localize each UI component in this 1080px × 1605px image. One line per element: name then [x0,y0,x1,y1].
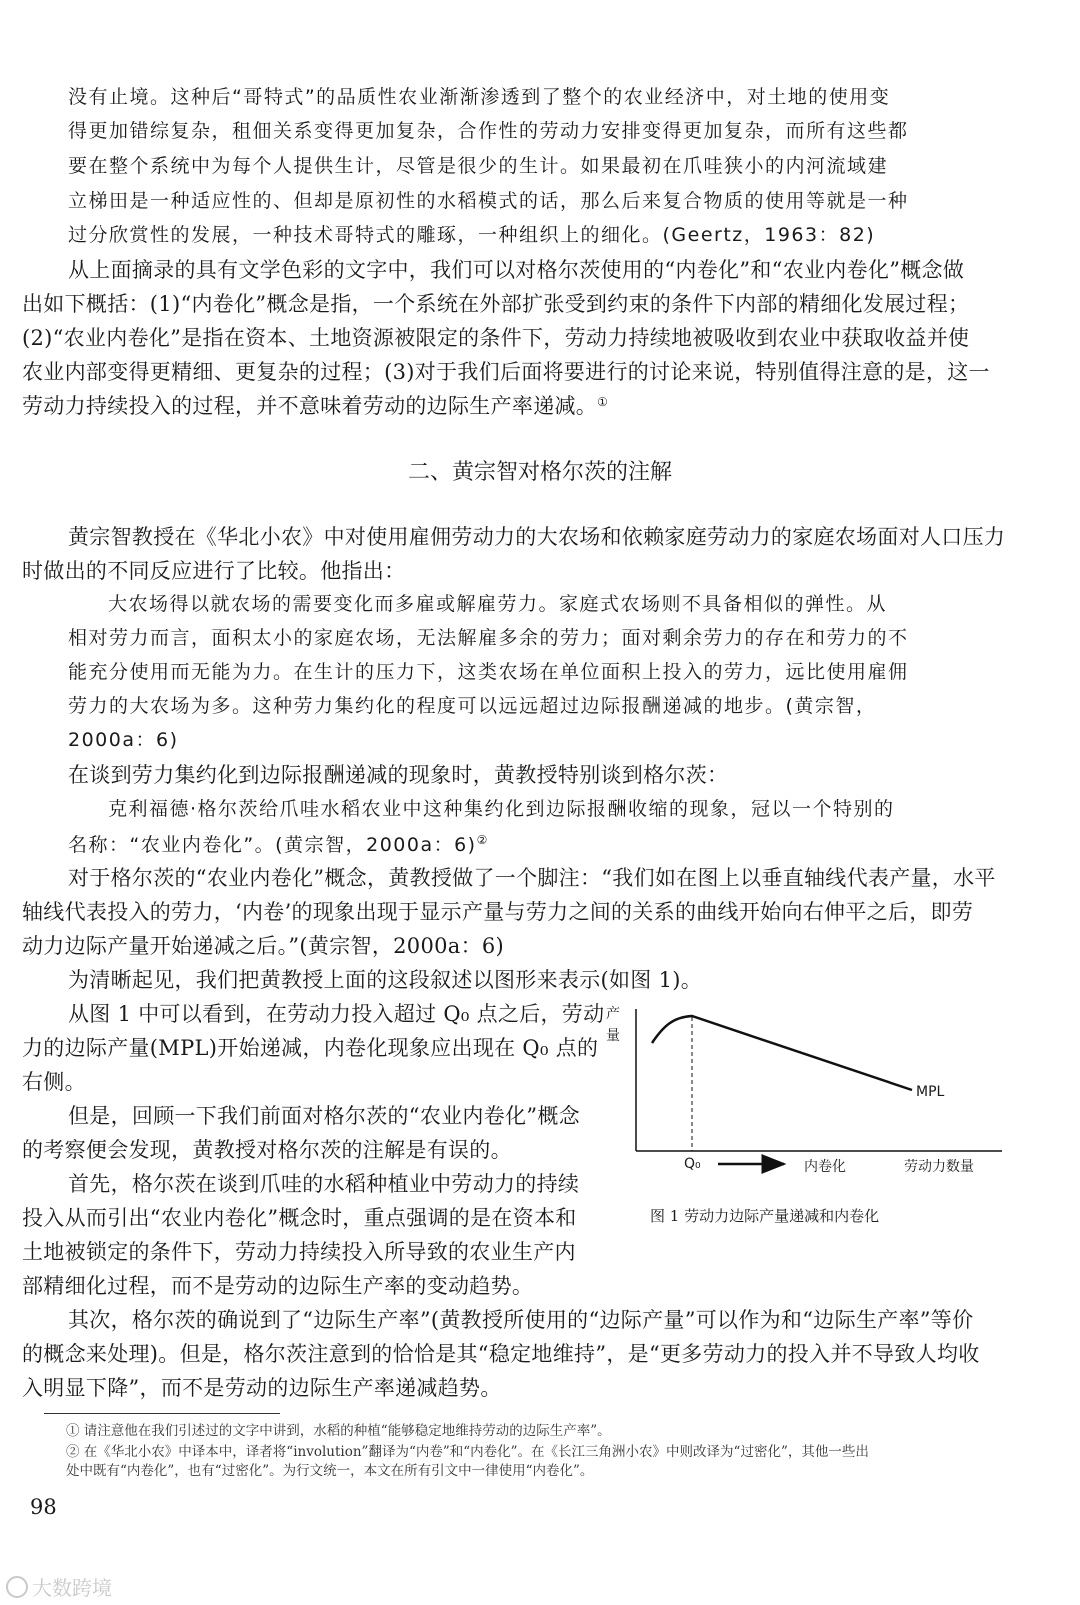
page-number: 98 [30,1495,57,1519]
quote-line: 2000a：6) [68,729,179,751]
arrow-label: 内卷化 [804,1159,846,1175]
quote-line: 过分欣赏性的发展，一种技术哥特式的雕琢，一种组织上的细化。(Geertz，1963：82) [68,224,876,246]
quote-line: 要在整个系统中为每个人提供生计，尽管是很少的生计。如果最初在爪哇狭小的内河流域建 [68,155,889,177]
watermark [6,1572,112,1601]
body-line: 从图 1 中可以看到，在劳动力投入超过 Q₀ 点之后，劳动 [68,1002,605,1026]
quote-line: 克利福德·格尔茨给爪哇水稻农业中这种集约化到边际报酬收缩的现象，冠以一个特别的 [108,798,895,820]
y-axis-label: 量 [606,1028,620,1044]
curve-label: MPL [916,1084,945,1100]
body-line: 轴线代表投入的劳力，‘内卷’的现象出现于显示产量与劳力之间的关系的曲线开始向右伸平之后，即劳 [22,900,974,924]
mpl-curve [652,1016,912,1090]
watermark-logo-icon [6,1576,28,1598]
x-axis-label: 劳动力数量 [904,1159,974,1175]
body-line: (2)“农业内卷化”是指在资本、土地资源被限定的条件下，劳动力持续地被吸收到农业中获取收益并使 [22,326,970,350]
body-line: 投入从而引出“农业内卷化”概念时，重点强调的是在资本和 [22,1206,577,1230]
body-line: 黄宗智教授在《华北小农》中对使用雇佣劳动力的大农场和依赖家庭劳动力的家庭农场面对人口压力 [68,525,1006,549]
body-line: 力的边际产量(MPL)开始递减，内卷化现象应出现在 Q₀ 点的 [22,1036,599,1060]
section-heading: 二、黄宗智对格尔茨的注解 [407,460,672,485]
body-line: 在谈到劳力集约化到边际报酬递减的现象时，黄教授特别谈到格尔茨： [68,763,729,787]
body-line: 土地被锁定的条件下，劳动力持续投入所导致的农业生产内 [22,1240,576,1264]
body-line: 右侧。 [22,1070,86,1094]
body-line: 的考察便会发现，黄教授对格尔茨的注解是有误的。 [22,1138,512,1162]
footnote-ref: ① [597,395,609,409]
body-line: 出如下概括：(1)“内卷化”概念是指，一个系统在外部扩张受到约束的条件下内部的精细化发展过程； [22,292,970,316]
quote-line [68,834,489,855]
body-line: 首先，格尔茨在谈到爪哇的水稻种植业中劳动力的持续 [68,1172,580,1196]
body-line: 但是，回顾一下我们前面对格尔茨的“农业内卷化”概念 [68,1104,580,1128]
footnote: ② 在《华北小农》中译本中，译者将“involution”翻译为“内卷”和“内卷化”。在《长江三角洲小农》中则改译为“过密化”，其他一些出 [66,1444,869,1460]
figure-caption: 图 1 劳动力边际产量递减和内卷化 [650,1207,880,1225]
quote-line: 大农场得以就农场的需要变化而多雇或解雇劳力。家庭式农场则不具备相似的弹性。从 [108,593,888,615]
body-line: 部精细化过程，而不是劳动的边际生产率的变动趋势。 [22,1274,534,1298]
watermark-text: 大数跨境 [32,1576,112,1600]
figure-1 [606,1003,1042,1203]
body-line: 其次，格尔茨的确说到了“边际生产率”(黄教授所使用的“边际产量”可以作为和“边际生产率”等价 [68,1308,974,1332]
body-line: 农业内部变得更精细、更复杂的过程；(3)对于我们后面将要进行的讨论来说，特别值得注意的是，这一 [22,360,990,384]
body-line: 的概念来处理)。但是，格尔茨注意到的恰恰是其“稳定地维持”，是“更多劳动力的投入并不导致人均收 [22,1342,980,1366]
body-line: 时做出的不同反应进行了比较。他指出： [22,559,406,583]
body-line: 对于格尔茨的“农业内卷化”概念，黄教授做了一个脚注：“我们如在图上以垂直轴线代表产量，水平 [68,866,996,890]
q0-label: Q₀ [684,1156,701,1172]
quote-text: 名称：“农业内卷化”。(黄宗智，2000a：6) [68,834,477,856]
body-line: 动力边际产量开始递减之后。”(黄宗智，2000a：6) [22,934,505,958]
footnote: ① 请注意他在我们引述过的文字中讲到，水稻的种植“能够稳定地维持劳动的边际生产率”。 [66,1423,611,1439]
quote-line: 相对劳力而言，面积太小的家庭农场，无法解雇多余的劳力；面对剩余劳力的存在和劳力的不 [68,627,909,649]
quote-line: 能充分使用而无能为力。在生计的压力下，这类农场在单位面积上投入的劳力，远比使用雇佣 [68,661,909,683]
body-line: 从上面摘录的具有文学色彩的文字中，我们可以对格尔茨使用的“内卷化”和“农业内卷化”概念做 [68,258,965,282]
footnote-ref: ② [476,833,489,847]
body-line: 入明显下降”，而不是劳动的边际生产率递减趋势。 [22,1376,502,1400]
body-line: 为清晰起见，我们把黄教授上面的这段叙述以图形来表示(如图 1)。 [68,968,703,992]
quote-line: 得更加错综复杂，租佃关系变得更加复杂，合作性的劳动力安排变得更加复杂，而所有这些都 [68,120,909,142]
quote-line: 没有止境。这种后“哥特式”的品质性农业渐渐渗透到了整个的农业经济中，对土地的使用变 [68,86,891,108]
body-text: 劳动力持续投入的过程，并不意味着劳动的边际生产率递减。 [22,394,598,418]
quote-line: 劳力的大农场为多。这种劳力集约化的程度可以远远超过边际报酬递减的地步。(黄宗智， [68,695,877,717]
body-line [22,396,608,417]
y-axis-label: 产 [606,1006,620,1022]
quote-line: 立梯田是一种适应性的、但却是原初性的水稻模式的话，那么后来复合物质的使用等就是一种 [68,190,909,212]
footnote: 处中既有“内卷化”，也有“过密化”。为行文统一，本文在所有引文中一律使用“内卷化”。 [66,1463,594,1479]
footnote-rule [44,1413,280,1414]
